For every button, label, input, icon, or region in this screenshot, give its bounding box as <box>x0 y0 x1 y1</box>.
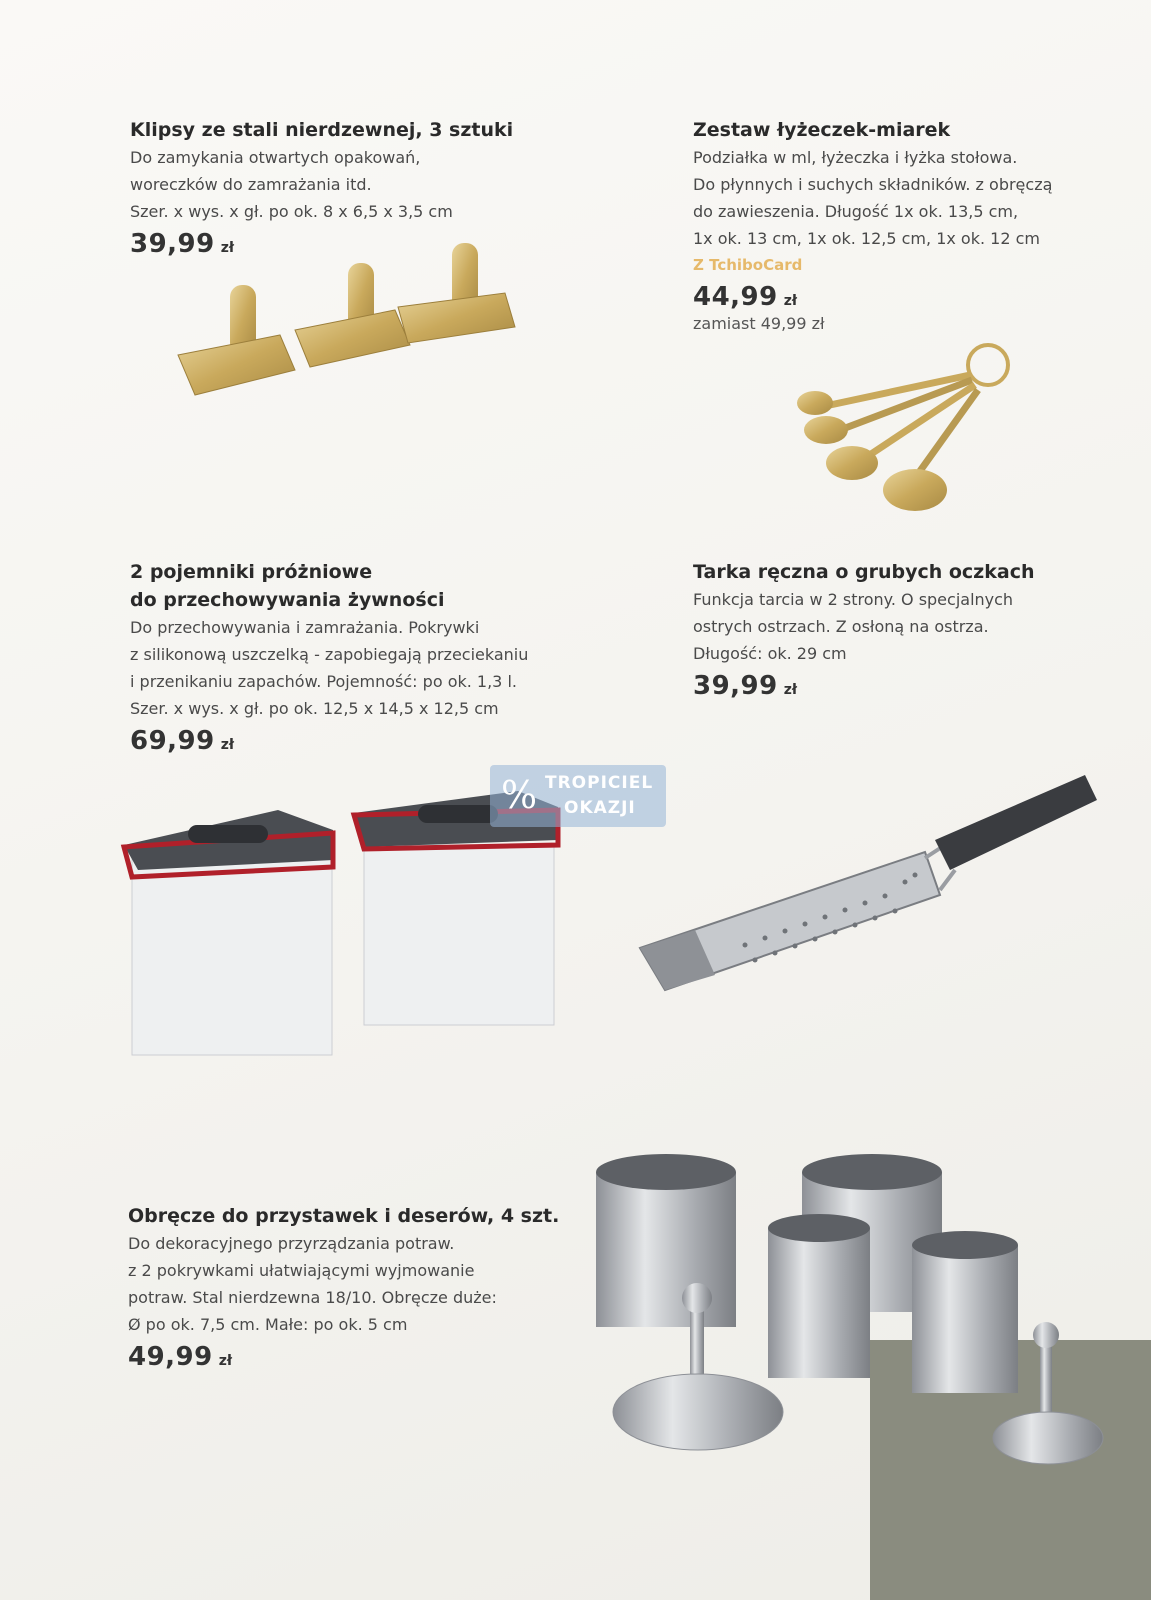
desc-line: do zawieszenia. Długość 1x ok. 13,5 cm, <box>693 202 1019 221</box>
product-title: Tarka ręczna o grubych oczkach <box>693 561 1035 583</box>
product-title: Zestaw łyżeczek-miarek <box>693 119 951 141</box>
desc-line: Ø po ok. 7,5 cm. Małe: po ok. 5 cm <box>128 1315 408 1334</box>
clip-3 <box>398 243 515 343</box>
price-currency: zł <box>218 1353 233 1369</box>
product-description <box>693 144 1052 252</box>
ring-large-1 <box>596 1154 736 1327</box>
desc-line: woreczków do zamrażania itd. <box>130 175 372 194</box>
price <box>693 671 1035 701</box>
price-amount: 49,99 <box>128 1342 213 1372</box>
desc-line: Do przechowywania i zamrażania. Pokrywki <box>130 618 480 637</box>
product-title: Klipsy ze stali nierdzewnej, 3 sztuki <box>130 119 514 141</box>
clip-2 <box>295 263 410 367</box>
price-amount: 39,99 <box>130 229 215 259</box>
product-grater <box>693 558 1035 701</box>
desc-line: ostrych ostrzach. Z osłoną na ostrza. <box>693 617 989 636</box>
desc-line: Podziałka w ml, łyżeczka i łyżka stołowa. <box>693 148 1018 167</box>
desc-line: 1x ok. 13 cm, 1x ok. 12,5 cm, 1x ok. 12 cm <box>693 229 1040 248</box>
tropiciel-okazji-watermark <box>490 765 666 827</box>
product-measuring-spoons <box>693 116 1052 336</box>
container-1 <box>124 810 333 1055</box>
desc-line: Szer. x wys. x gł. po ok. 8 x 6,5 x 3,5 cm <box>130 202 453 221</box>
desc-line: potraw. Stal nierdzewna 18/10. Obręcze duże: <box>128 1288 497 1307</box>
price-amount: 44,99 <box>693 282 778 312</box>
tchibocard-label: Z TchiboCard <box>693 256 803 274</box>
price-currency: zł <box>783 682 798 698</box>
desc-line: z 2 pokrywkami ułatwiającymi wyjmowanie <box>128 1261 475 1280</box>
clip-1 <box>178 285 295 395</box>
ring-small-1 <box>768 1214 870 1378</box>
price-amount: 39,99 <box>693 671 778 701</box>
percent-logo-icon: % <box>500 773 538 817</box>
desc-line: Długość: ok. 29 cm <box>693 644 847 663</box>
desc-line: Do dekoracyjnego przyrządzania potraw. <box>128 1234 455 1253</box>
product-title-line: 2 pojemniki próżniowe <box>130 561 373 583</box>
clips-image <box>170 235 530 405</box>
price-currency: zł <box>220 737 235 753</box>
watermark-line-2: OKAZJI <box>564 798 636 818</box>
product-description <box>130 614 528 722</box>
vacuum-containers-image <box>118 785 568 1065</box>
measuring-spoons-image <box>790 335 1030 515</box>
desc-line: z silikonową uszczelką - zapobiegają przeciekaniu <box>130 645 529 664</box>
food-rings-image <box>590 1150 1120 1480</box>
desc-line: Do zamykania otwartych opakowań, <box>130 148 421 167</box>
product-food-rings <box>128 1202 559 1372</box>
old-price: zamiast 49,99 zł <box>693 314 825 333</box>
price <box>128 1342 559 1372</box>
price-amount: 69,99 <box>130 726 215 756</box>
product-description <box>128 1230 559 1338</box>
product-vacuum-containers <box>130 558 528 756</box>
desc-line: Szer. x wys. x gł. po ok. 12,5 x 14,5 x 12,5 cm <box>130 699 499 718</box>
price-currency: zł <box>783 293 798 309</box>
desc-line: Do płynnych i suchych składników. z obręczą <box>693 175 1053 194</box>
watermark-line-1: TROPICIEL <box>545 773 654 793</box>
price-currency: zł <box>220 240 235 256</box>
desc-line: i przenikaniu zapachów. Pojemność: po ok. 1,3 l. <box>130 672 517 691</box>
product-description <box>693 586 1035 667</box>
product-title-line: do przechowywania żywności <box>130 589 445 611</box>
desc-line: Funkcja tarcia w 2 strony. O specjalnych <box>693 590 1014 609</box>
product-description <box>130 144 513 225</box>
price <box>130 726 528 756</box>
product-title: Obręcze do przystawek i deserów, 4 szt. <box>128 1205 560 1227</box>
ring-small-2 <box>912 1231 1018 1393</box>
price <box>693 282 1052 312</box>
grater-image <box>635 770 1105 1010</box>
